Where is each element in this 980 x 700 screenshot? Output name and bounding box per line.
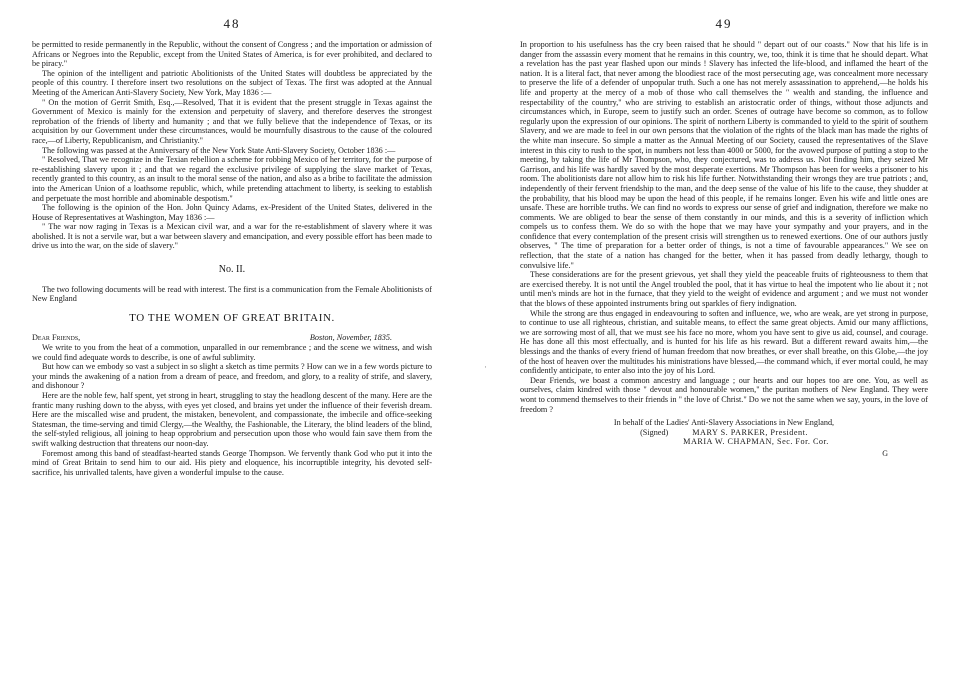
page-number-right: 49 xyxy=(715,16,733,31)
opening-paragraph: be permitted to reside permanently in the Republic, without the consent of Congress ; and the importation or admission of Africans or Negroes into the Republic, except from the United States of America, is for ever prohibited, and declared to be piracy." xyxy=(32,40,432,69)
signatory-secretary: MARIA W. CHAPMAN, Sec. For. Cor. xyxy=(683,437,829,447)
paragraph: Dear Friends, we boast a common ancestry and language ; our hearts and our hopes too are one. You, as well as ourselves, claim kindred with those " devout and honourable women," the puritan mothers of New England. They were wont to commend themselves to their friends in " the love of Christ." Do we not the same when we say, yours, in the love of freedom ? xyxy=(520,375,928,414)
left-page xyxy=(32,0,432,700)
dateline: Boston, November, 1835. xyxy=(309,333,392,343)
resolution-paragraph: " Resolved, That we recognize in the Texian rebellion a scheme for robbing Mexico of her territory, for the purpose of re-establishing slavery upon it ; and that we regard the exclusive privilege of supplying the slave market of Texas, recently granted to this country, as an insult to the moral sense of the nation, and also as a bribe to facilitate the admission into the American Union of a loathsome republic, which, while pretending attachment to liberty, is seeking to establish and perpetuate the most horrible and abominable despotism." xyxy=(32,155,432,203)
section-heading: No. II. xyxy=(218,264,246,276)
signature-line-1 xyxy=(520,428,928,438)
paragraph: In proportion to his usefulness has the cry been raised that he should " depart out of our coasts." Now that his life is in danger from the assassin every moment that he remains in this country, we, too, think it is time that he should depart. What a revelation has the past year flashed upon our minds ! Slavery has infected the life-blood, and inflamed the heart of the nation. It is a literal fact, that never among the bloodiest race of the most persecuting age, was concealment more necessary to preserve the life of a defender of unpopular truth. Such a one has not merely assassination to apprehend,—he holds his life and property at the mercy of a mob of those who call themselves the " wealth and standing, the influence and respectability of the country," who are striving to establish an aristocratic order of things, without those adjuncts and circumstances which, in Europe, seem to justify such an order. Scenes of outrage have become so common, as to follow regularly upon the expression of our opinions. The spirit of northern Liberty is commanded to yield to the spirit of southern Slavery, and we are made to feel in our own persons that the violation of the rights of the black man has made the rights of the white man insecure. So simple a matter as the Annual Meeting of our Society, caused the representatives of the Slave interest in this city to rush to the spot, in numbers not less than 4000 or 5000, for the avowed purpose of putting a stop to the meeting, by taking the life of Mr Thompson, who, they conjectured, was to address us. Not finding him, they seized Mr Garrison, and his life was hardly saved by the most desperate exertions. Mr Thompson has been for weeks a prisoner to his room. The abolitionists dare not allow him to risk his life further. Notwithstanding their wrongs they are true patriots ; and, independently of their fervent friendship to the man, and the deep sense of the value of his life to the cause, they shudder at the probability, that his blood may be upon the head of this people, if he remains longer. Even his wife and little ones are unsafe. These are horrible truths. We can find no words to express our sense of grief and indignation, therefore we make no comments. We are obliged to bear the sense of them constantly in our minds, and this is a severity of infliction which compels us to confess them. We do so with the hope that we may have your sympathy and your prayers, and in the confidence that every contemplation of the present crisis will strengthen us to renewed exertions. One of our authors justly observes, " The time of preparation for a better order of things, is not a time of favourable appearances." We see on reflection, that the state of a nation has changed for the better, when it has passed from deadly lethargy, though to convulsive life." xyxy=(520,40,928,270)
letter-paragraph: Foremost among this band of steadfast-hearted stands George Thompson. We fervently thank God who put it into the mind of Great Britain to send him to our aid. His piety and eloquence, his incorruptible integrity, his devoted self-sacrifice, his unrivalled talents, have given a wonderful impulse to the cause. xyxy=(32,448,432,477)
signed-label: (Signed) xyxy=(640,427,669,437)
gutter-speck: · xyxy=(484,362,487,372)
resolution-paragraph: " On the motion of Gerrit Smith, Esq.,—Resolved, That it is evident that the present struggle in Texas against the Government of Mexico is mainly for the extension and perpetuity of slavery, and therefore deserves the strongest reprobation of the friends of liberty and humanity ; and that we fully believe that the independence of Texas, or its acquisition by our Government under these circumstances, would be mournfully disastrous to the cause of the coloured race,—of Liberty, Republicanism, and Christianity." xyxy=(32,97,432,145)
quote-paragraph: " The war now raging in Texas is a Mexican civil war, and a war for the re-establishment of slavery where it was abolished. It is not a servile war, but a war between slavery and emancipation, and every possible effort has been made to drive us into the war, on the side of slavery." xyxy=(32,222,432,251)
page-number-left: 48 xyxy=(223,16,241,31)
signature-line-2 xyxy=(520,437,928,447)
printer-signature-mark: G xyxy=(882,448,888,458)
paragraph: The opinion of the intelligent and patriotic Abolitionists of the United States will doubtless be appreciated by the people of this country. I therefore insert two resolutions on the subject of Texas. The first was adopted at the Annual Meeting of the American Anti-Slavery Society, New York, May 1836 :— xyxy=(32,68,432,97)
left-page-body xyxy=(32,40,432,477)
signature-block xyxy=(520,418,928,458)
salutation: Dear Friends, xyxy=(32,333,81,343)
paragraph: While the strong are thus engaged in endeavouring to soften and influence, we, who are weak, are yet strong in purpose, to continue to use all righteous, christian, and suitable means, to effect the same great objects. Amid our many afflictions, we are sorrowing most of all, that we must see his face no more, whom you have sent to give us aid, counsel, and courage. He has done all this most effectually, and is hunted for his life as his reward. But a different reward awaits him,—the blessings and the thanks of every friend of human freedom that now breathes, or ever shall breathe, on this Globe,—the joy of the host of heaven over the multitudes his ministrations have blessed,—the command which, if ever mortal could, he may confidently anticipate, to enter also into the joy of his Lord. xyxy=(520,308,928,376)
letter-paragraph: We write to you from the heat of a commotion, unparalled in our remembrance ; and the scene we witness, and wish we could find adequate words to describe, is one of awful sublimity. xyxy=(32,343,432,362)
paragraph: The following is the opinion of the Hon. John Quincy Adams, ex-President of the United States, delivered in the House of Representatives at Washington, May 1836 :— xyxy=(32,203,432,222)
section-intro: The two following documents will be read with interest. The first is a communication from the Female Abolitionists of New England xyxy=(32,284,432,304)
paragraph: The following was passed at the Anniversary of the New York State Anti-Slavery Society, October 1836 :— xyxy=(42,145,396,155)
letter-paragraph: But how can we embody so vast a subject in so slight a sketch as time permits ? How can we in a few words picture to your minds the awakening of a nation from a dream of peace, and freedom, and glory, to a reality of strife, and slavery, and dishonour ? xyxy=(32,362,432,391)
closing-line: In behalf of the Ladies' Anti-Slavery Associations in New England, xyxy=(613,418,835,428)
right-page-body xyxy=(520,40,928,459)
paragraph: These considerations are for the present grievous, yet shall they yield the peaceable fruits of righteousness to them that are exercised thereby. It is not until the Angel troubled the pool, that it has virtue to heal the impotent who lie about it ; not until men's minds are hot in the furnace, that they yield to the weight of evidence and argument ; and we must not wonder that the blows of these appointed instruments bring out sparkles of fiery indignation. xyxy=(520,270,928,309)
signature-spacer xyxy=(619,437,659,447)
right-page xyxy=(520,0,928,700)
document-title: TO THE WOMEN OF GREAT BRITAIN. xyxy=(129,311,335,324)
salutation-row xyxy=(32,333,432,343)
letter-paragraph: Here are the noble few, half spent, yet strong in heart, struggling to stay the headlong descent of the many. Here are the frantic many rushing down to the abyss, with eyes yet closed, and brains yet under the influence of their feverish dream. Here are the miscalled wise and prudent, the mistaken, benevolent, and compassionate, the imbecile and office-seeking Statesman, the time-serving and timid Clergy,—the Wealthy, the Fashionable, the Literary, the blind leaders of the blind, the self-styled religious, all joining to heap opprobrium and persecution upon those who would fain save them from the swift walking destruction that threatens our noon-day. xyxy=(32,391,432,448)
signatory-president: MARY S. PARKER, President. xyxy=(692,427,808,437)
